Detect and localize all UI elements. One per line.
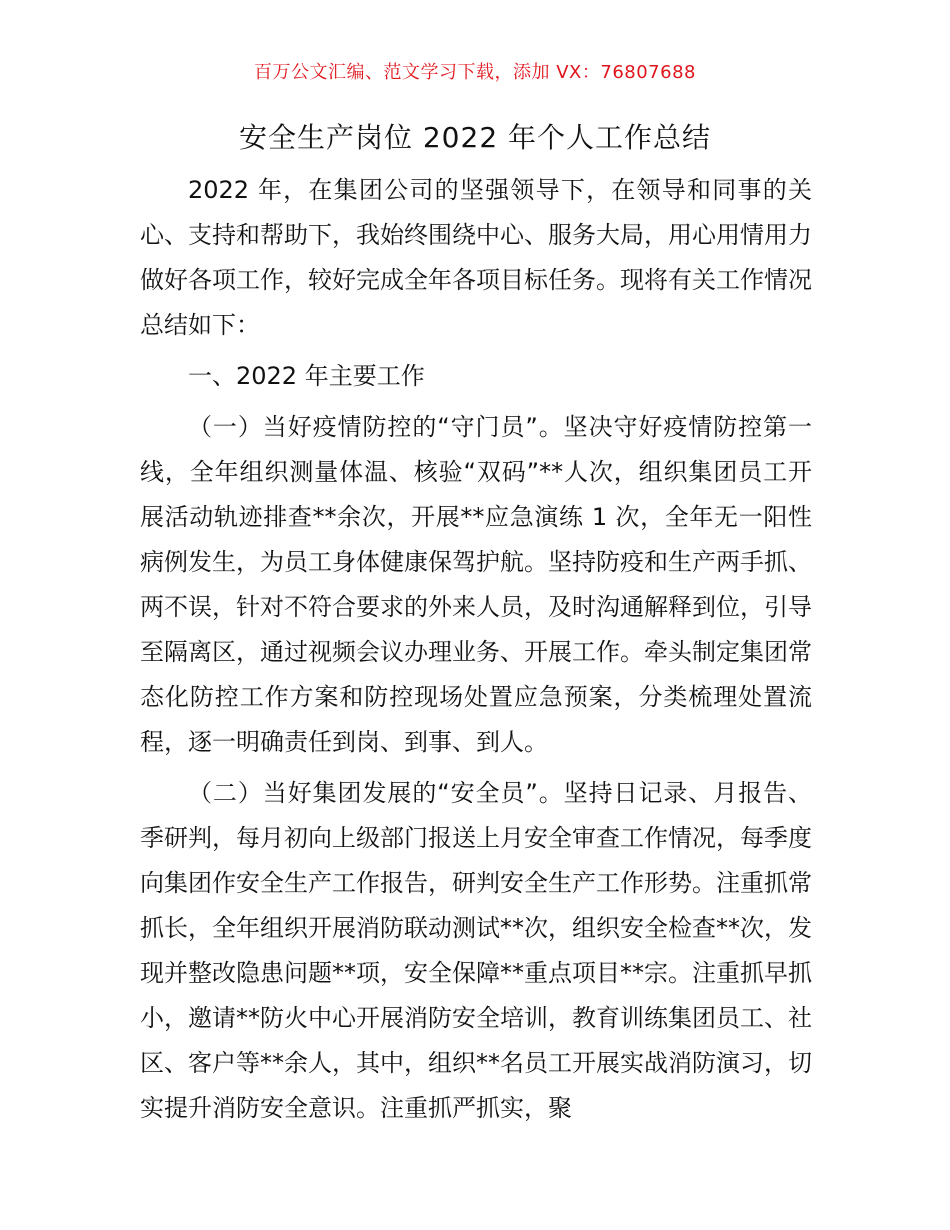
body-paragraph-1: （一）当好疫情防控的“守门员”。坚决守好疫情防控第一线，全年组织测量体温、核验“双码”**人次，组织集团员工开展活动轨迹排查**余次，开展**应急演练 1 次，全年无一阳性病例发生，为员工身体健康保驾护航。坚持防疫和生产两手抓、两不误，针对不符合要求的外来人员，及时沟通解释到位，引导至隔离区，通过视频会议办理业务、开展工作。牵头制定集团常态化防控工作方案和防控现场处置应急预案，分类梳理处置流程，逐一明确责任到岗、到事、到人。 bbox=[140, 413, 812, 756]
intro-paragraph: 2022 年，在集团公司的坚强领导下，在领导和同事的关心、支持和帮助下，我始终围绕中心、服务大局，用心用情用力做好各项工作，较好完成全年各项目标任务。现将有关工作情况总结如下： bbox=[140, 176, 812, 339]
body-paragraph-2: （二）当好集团发展的“安全员”。坚持日记录、月报告、季研判，每月初向上级部门报送上月安全审查工作情况，每季度向集团作安全生产工作报告，研判安全生产工作形势。注重抓常抓长，全年组织开展消防联动测试**次，组织安全检查**次，发现并整改隐患问题**项，安全保障**重点项目**宗。注重抓早抓小，邀请**防火中心开展消防安全培训，教育训练集团员工、社区、客户等**余人，其中，组织**名员工开展实战消防演习，切实提升消防安全意识。注重抓严抓实，聚 bbox=[140, 779, 812, 1122]
document-title: 安全生产岗位 2022 年个人工作总结 bbox=[238, 121, 712, 154]
section-heading: 一、2022 年主要工作 bbox=[188, 362, 425, 390]
document-body bbox=[140, 168, 812, 1137]
promo-header: 百万公文汇编、范文学习下载，添加 VX：76807688 bbox=[254, 62, 696, 83]
